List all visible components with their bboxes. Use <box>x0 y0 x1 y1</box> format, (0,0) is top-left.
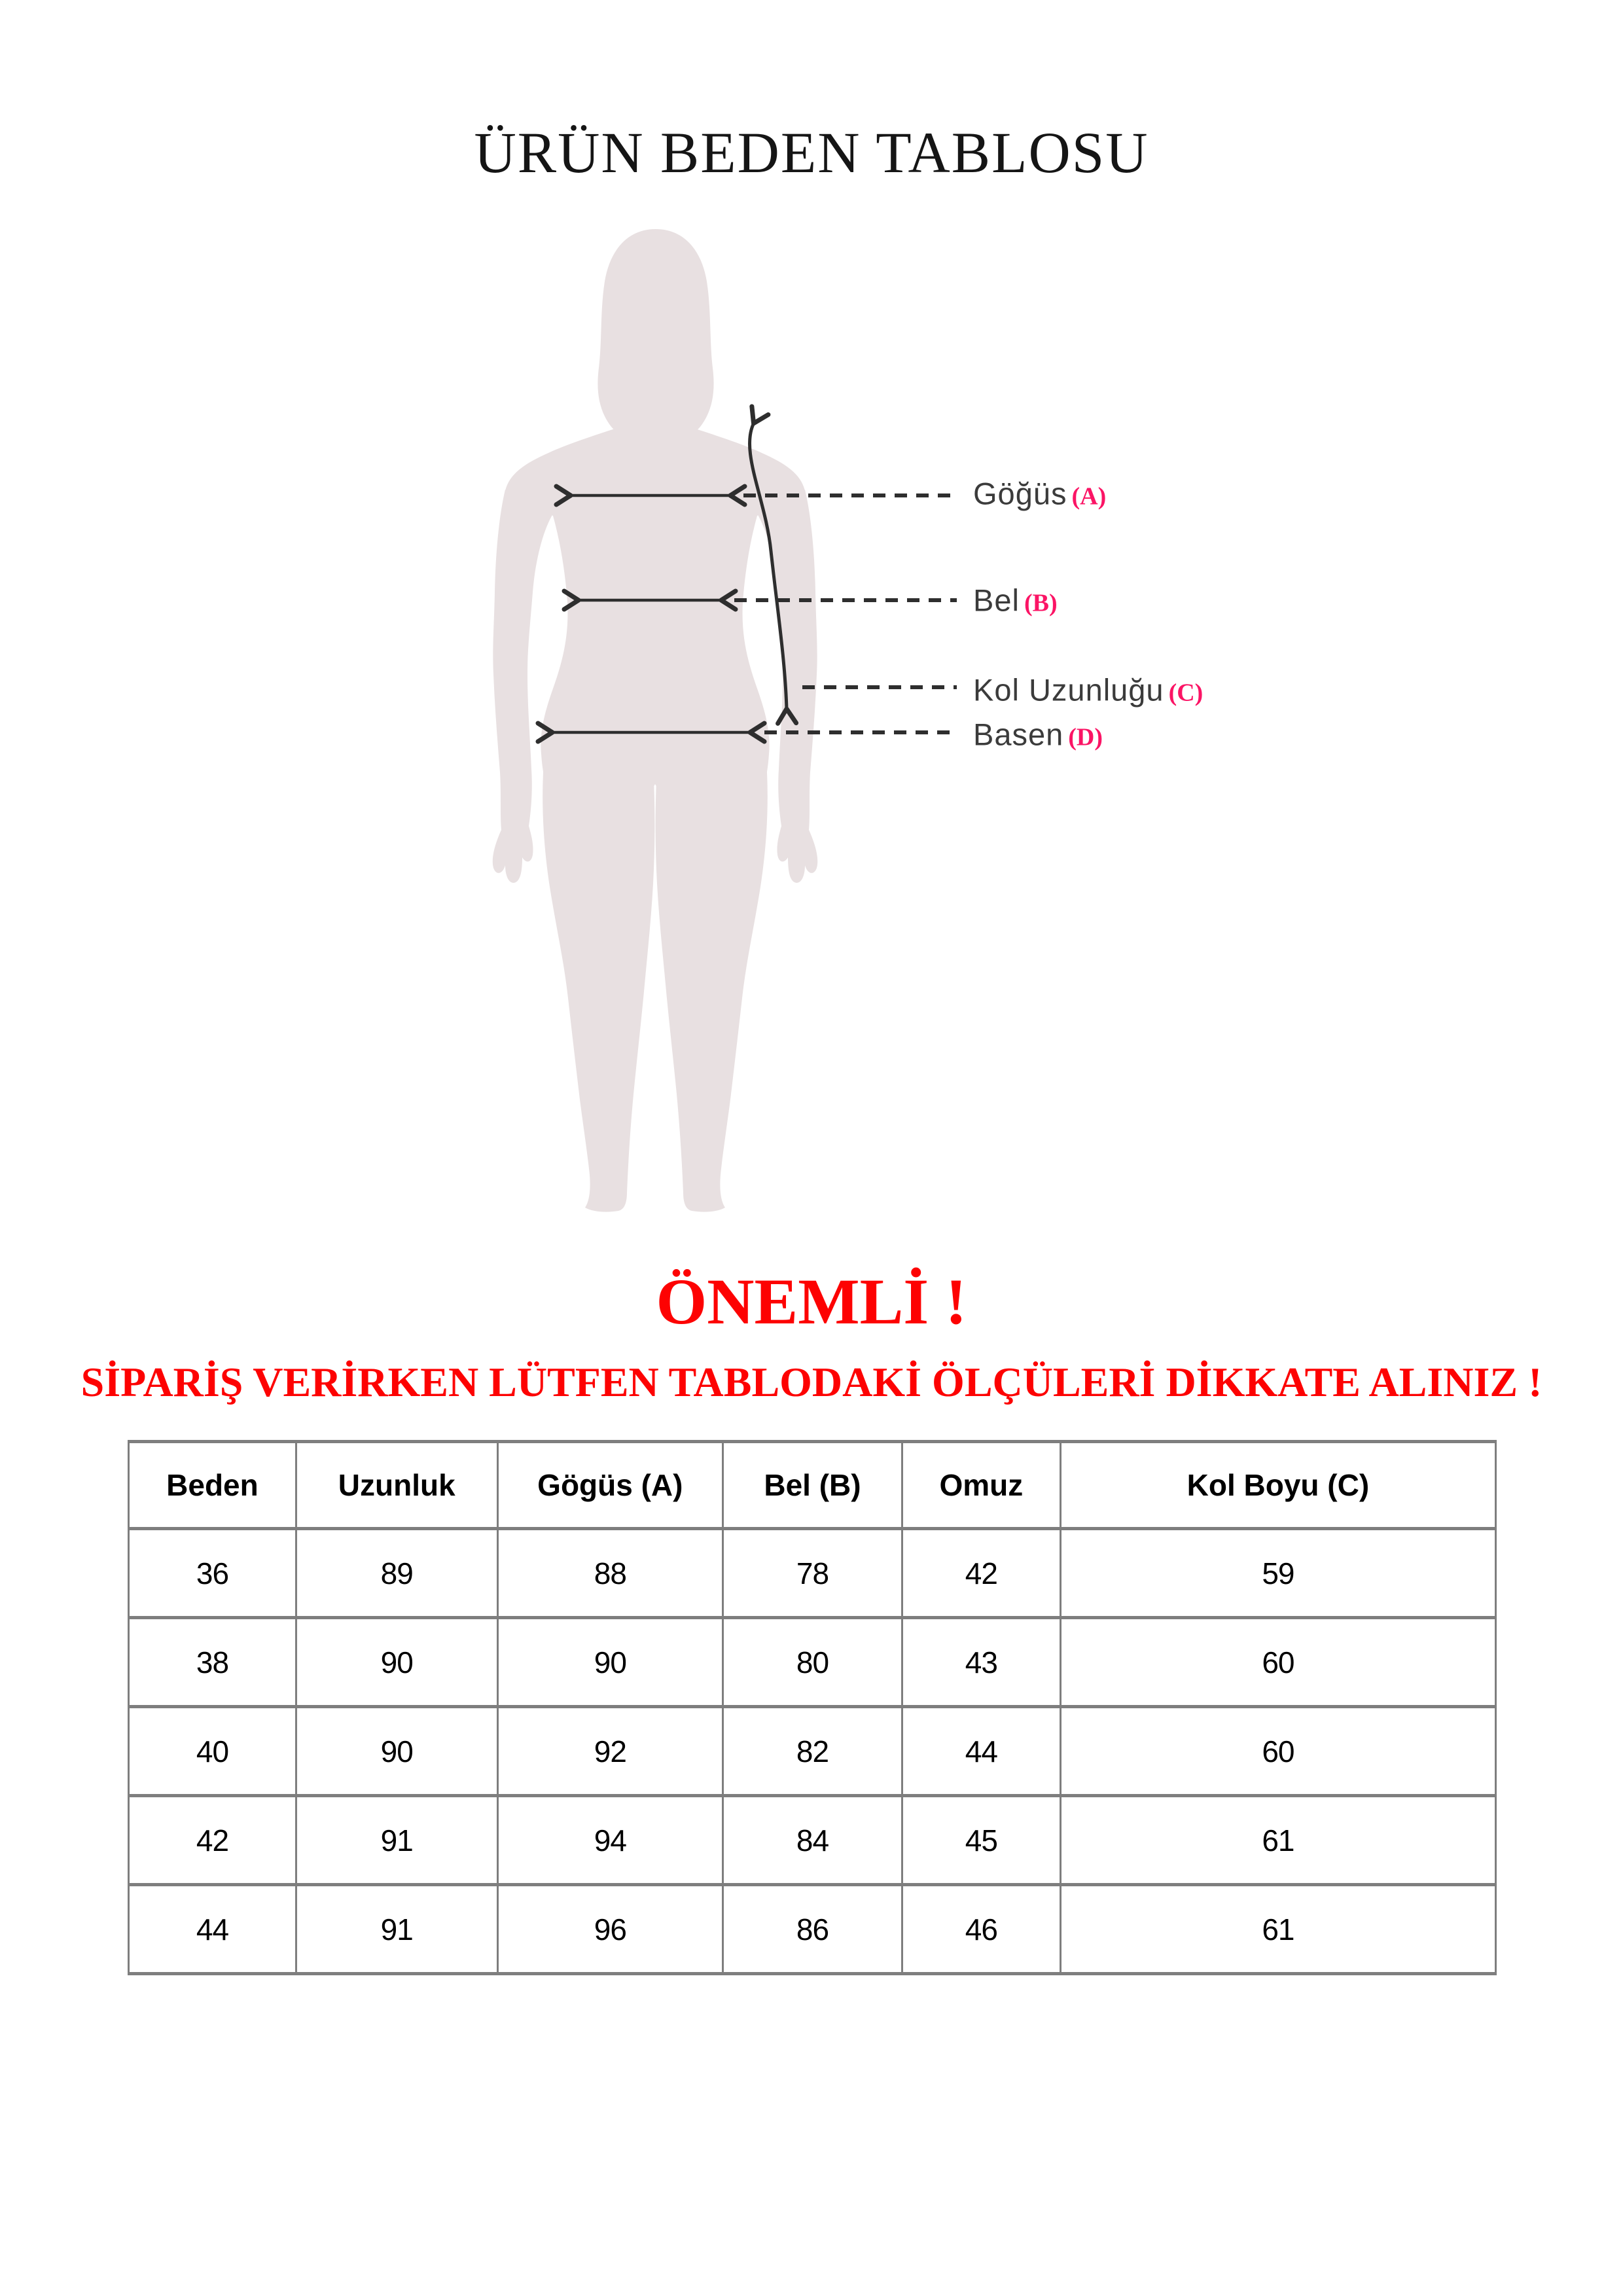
cell-bel: 82 <box>723 1707 902 1796</box>
measure-label-arm-length <box>973 672 1203 708</box>
cell-gogus: 94 <box>497 1796 722 1885</box>
cell-uzunluk: 89 <box>296 1529 497 1618</box>
col-header-beden: Beden <box>129 1442 296 1529</box>
cell-bel: 80 <box>723 1618 902 1707</box>
cell-gogus: 92 <box>497 1707 722 1796</box>
important-subheading: SİPARİŞ VERİRKEN LÜTFEN TABLODAKİ ÖLÇÜLERİ DİKKATE ALINIZ ! <box>80 1359 1543 1405</box>
cell-gogus: 96 <box>497 1885 722 1974</box>
cell-uzunluk: 91 <box>296 1796 497 1885</box>
cell-omuz: 45 <box>902 1796 1060 1885</box>
cell-beden: 42 <box>129 1796 296 1885</box>
cell-gogus: 88 <box>497 1529 722 1618</box>
cell-kolboyu: 60 <box>1060 1707 1495 1796</box>
measure-label-waist <box>973 583 1058 619</box>
cell-omuz: 46 <box>902 1885 1060 1974</box>
col-header-kol-boyu: Kol Boyu (C) <box>1060 1442 1495 1529</box>
size-table-row-36 <box>129 1529 1496 1618</box>
size-table <box>128 1440 1497 1975</box>
cell-uzunluk: 90 <box>296 1707 497 1796</box>
size-table-row-42 <box>129 1796 1496 1885</box>
cell-kolboyu: 61 <box>1060 1796 1495 1885</box>
col-header-bel: Bel (B) <box>723 1442 902 1529</box>
size-table-row-44 <box>129 1885 1496 1974</box>
cell-omuz: 42 <box>902 1529 1060 1618</box>
measure-label-waist-text: Bel <box>973 583 1020 618</box>
measure-label-hip-text: Basen <box>973 717 1064 752</box>
measure-label-chest-letter: (A) <box>1071 482 1107 511</box>
measure-label-chest <box>973 476 1106 512</box>
cell-omuz: 44 <box>902 1707 1060 1796</box>
cell-omuz: 43 <box>902 1618 1060 1707</box>
size-table-row-38 <box>129 1618 1496 1707</box>
cell-uzunluk: 90 <box>296 1618 497 1707</box>
measure-label-hip <box>973 717 1103 753</box>
col-header-gogus: Gögüs (A) <box>497 1442 722 1529</box>
cell-kolboyu: 60 <box>1060 1618 1495 1707</box>
measure-label-waist-letter: (B) <box>1024 589 1058 617</box>
cell-gogus: 90 <box>497 1618 722 1707</box>
cell-beden: 38 <box>129 1618 296 1707</box>
col-header-omuz: Omuz <box>902 1442 1060 1529</box>
measure-label-hip-letter: (D) <box>1068 723 1103 751</box>
cell-kolboyu: 59 <box>1060 1529 1495 1618</box>
cell-beden: 36 <box>129 1529 296 1618</box>
important-heading: ÖNEMLİ ! <box>656 1265 967 1338</box>
measure-label-arm-length-letter: (C) <box>1168 679 1204 707</box>
size-table-row-40 <box>129 1707 1496 1796</box>
cell-uzunluk: 91 <box>296 1885 497 1974</box>
cell-bel: 78 <box>723 1529 902 1618</box>
cell-bel: 84 <box>723 1796 902 1885</box>
cell-beden: 44 <box>129 1885 296 1974</box>
page-title: ÜRÜN BEDEN TABLOSU <box>474 121 1149 185</box>
female-body-silhouette <box>493 229 818 1212</box>
measure-label-arm-length-text: Kol Uzunluğu <box>973 672 1164 708</box>
body-measurement-diagram <box>458 216 982 1224</box>
cell-beden: 40 <box>129 1707 296 1796</box>
size-table-header-row <box>129 1442 1496 1529</box>
measure-label-chest-text: Göğüs <box>973 476 1067 511</box>
cell-bel: 86 <box>723 1885 902 1974</box>
cell-kolboyu: 61 <box>1060 1885 1495 1974</box>
col-header-uzunluk: Uzunluk <box>296 1442 497 1529</box>
